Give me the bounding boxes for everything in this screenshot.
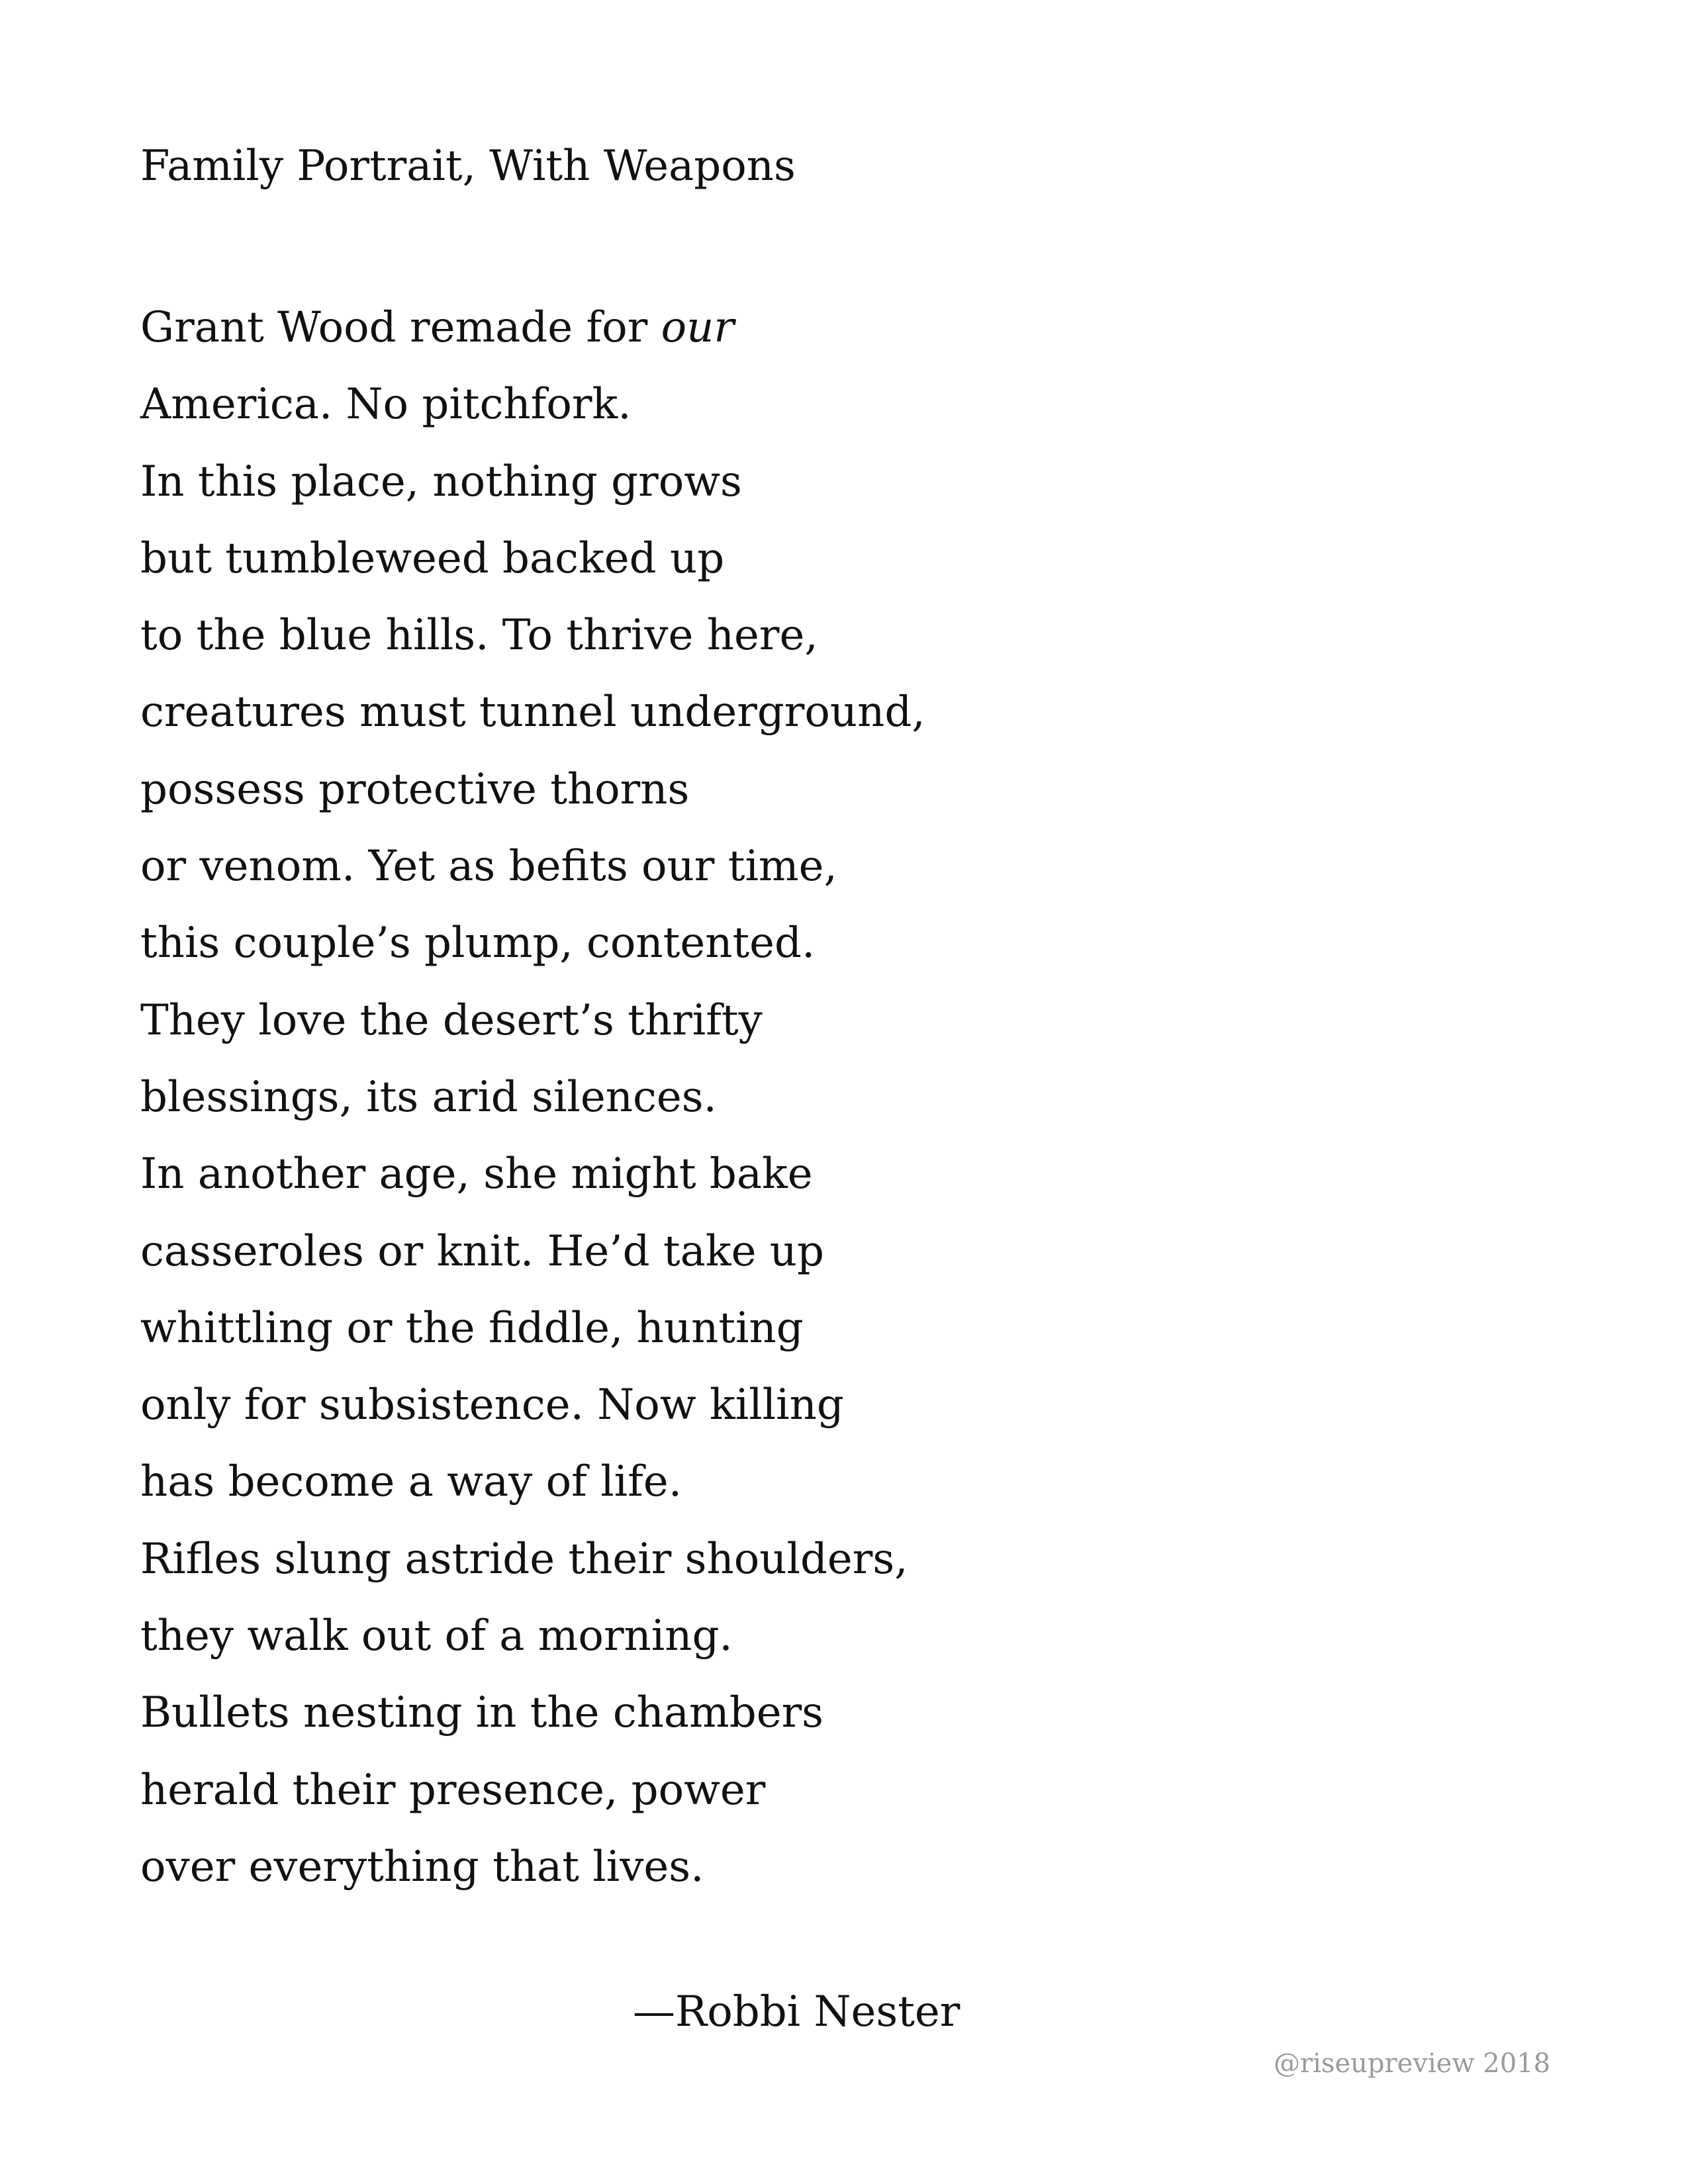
poem-line: possess protective thorns [140,764,690,814]
poem-line: In this place, nothing grows [140,457,742,506]
copyright-credit: @riseupreview 2018 [1274,2048,1551,2079]
poem-line: this couple’s plump, contented. [140,919,816,968]
poem-line: has become a way of life. [140,1457,682,1507]
poem-line: they walk out of a morning. [140,1612,733,1661]
poem-line: America. No pitchfork. [140,380,632,430]
poem-line: blessings, its arid silences. [140,1072,717,1122]
poem-body [140,289,925,1905]
poem-line: Grant Wood remade for our [140,303,734,352]
poem-line: but tumbleweed backed up [140,533,725,583]
poem-author: —Robbi Nester [633,1987,961,2036]
poem-line: They love the desert’s thrifty [140,995,763,1045]
poem-line: whittling or the fiddle, hunting [140,1303,804,1353]
poem-title: Family Portrait, With Weapons [140,142,796,191]
poem-line: only for subsistence. Now killing [140,1381,844,1430]
poem-line: Rifles slung astride their shoulders, [140,1534,908,1584]
poem-line: Bullets nesting in the chambers [140,1688,823,1738]
poem-line: or venom. Yet as befits our time, [140,842,837,891]
poem-line: to the blue hills. To thrive here, [140,611,818,660]
poem-line: over everything that lives. [140,1842,704,1891]
poem-line: casseroles or knit. He’d take up [140,1226,824,1276]
poem-line: creatures must tunnel underground, [140,688,925,737]
poem-line: herald their presence, power [140,1765,766,1815]
poem-line: In another age, she might bake [140,1150,813,1199]
